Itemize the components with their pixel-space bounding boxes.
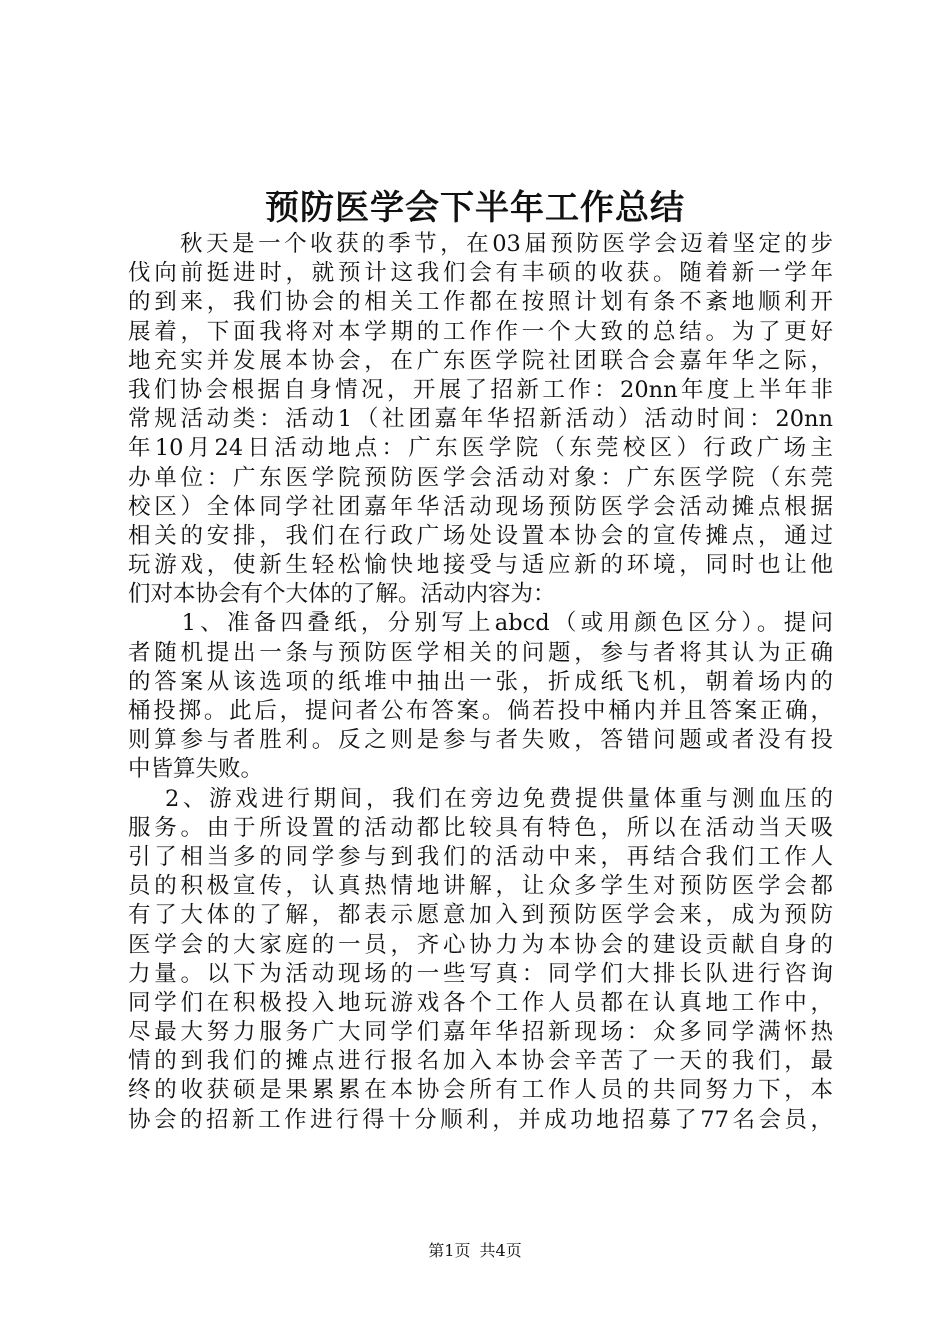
page-total: 共4页	[479, 1241, 522, 1260]
text-line: 桶投掷。此后，提问者公布答案。倘若投中桶内并且答案正确，	[128, 698, 833, 724]
text-line: 相关的安排，我们在行政广场处设置本协会的宣传摊点，通过	[128, 522, 833, 549]
text-line: 情的到我们的摊点进行报名加入本协会辛苦了一天的我们，最	[128, 1048, 833, 1075]
text-line: 医学会的大家庭的一员，齐心协力为本协会的建设贡献自身的	[128, 931, 833, 958]
text-line: 伐向前挺进时，就预计这我们会有丰硕的收获。随着新一学年	[128, 260, 833, 287]
text-line: 的到来，我们协会的相关工作都在按照计划有条不紊地顺利开	[128, 289, 833, 316]
text-line: 则算参与者胜利。反之则是参与者失败，答错问题或者没有投	[128, 727, 833, 754]
text-line: 中皆算失败。	[128, 756, 264, 783]
text-line: 员的积极宣传，认真热情地讲解，让众多学生对预防医学会都	[128, 873, 833, 900]
text-line: 玩游戏，使新生轻松愉快地接受与适应新的环境，同时也让他	[128, 552, 833, 579]
text-line: 秋天是一个收获的季节，在03届预防医学会迈着坚定的步	[128, 231, 833, 257]
page-number: 第1页	[428, 1241, 471, 1260]
text-line: 校区）全体同学社团嘉年华活动现场预防医学会活动摊点根据	[128, 493, 833, 520]
text-line: 常规活动类：活动1（社团嘉年华招新活动）活动时间：20nn	[128, 406, 833, 433]
page-footer	[0, 1240, 950, 1262]
text-line: 终的收获硕是果累累在本协会所有工作人员的共同努力下，本	[128, 1077, 833, 1104]
text-line: 有了大体的了解，都表示愿意加入到预防医学会来，成为预防	[128, 902, 833, 929]
text-line: 年10月24日活动地点：广东医学院（东莞校区）行政广场主	[128, 435, 833, 462]
text-line: 展着，下面我将对本学期的工作作一个大致的总结。为了更好	[128, 318, 833, 345]
text-line: 力量。以下为活动现场的一些写真：同学们大排长队进行咨询	[128, 960, 833, 987]
text-line: 2、游戏进行期间，我们在旁边免费提供量体重与测血压的	[128, 785, 833, 812]
document-title: 预防医学会下半年工作总结	[265, 188, 685, 228]
text-line: 尽最大努力服务广大同学们嘉年华招新现场：众多同学满怀热	[128, 1019, 833, 1046]
text-line: 地充实并发展本协会，在广东医学院社团联合会嘉年华之际，	[128, 347, 833, 374]
text-line: 同学们在积极投入地玩游戏各个工作人员都在认真地工作中，	[128, 989, 833, 1016]
text-line: 办单位：广东医学院预防医学会活动对象：广东医学院（东莞	[128, 464, 833, 491]
text-line: 引了相当多的同学参与到我们的活动中来，再结合我们工作人	[128, 843, 833, 870]
text-line: 1、准备四叠纸，分别写上abcd（或用颜色区分）。提问	[128, 610, 833, 637]
text-line: 服务。由于所设置的活动都比较具有特色，所以在活动当天吸	[128, 814, 833, 841]
text-line: 们对本协会有个大体的了解。活动内容为：	[128, 581, 556, 608]
text-line: 者随机提出一条与预防医学相关的问题，参与者将其认为正确	[128, 639, 833, 666]
text-line: 我们协会根据自身情况，开展了招新工作：20nn年度上半年非	[128, 376, 833, 403]
text-line: 的答案从该选项的纸堆中抽出一张，折成纸飞机，朝着场内的	[128, 668, 833, 695]
text-line: 协会的招新工作进行得十分顺利，并成功地招募了77名会员，	[128, 1106, 833, 1133]
document-body	[128, 230, 833, 1135]
